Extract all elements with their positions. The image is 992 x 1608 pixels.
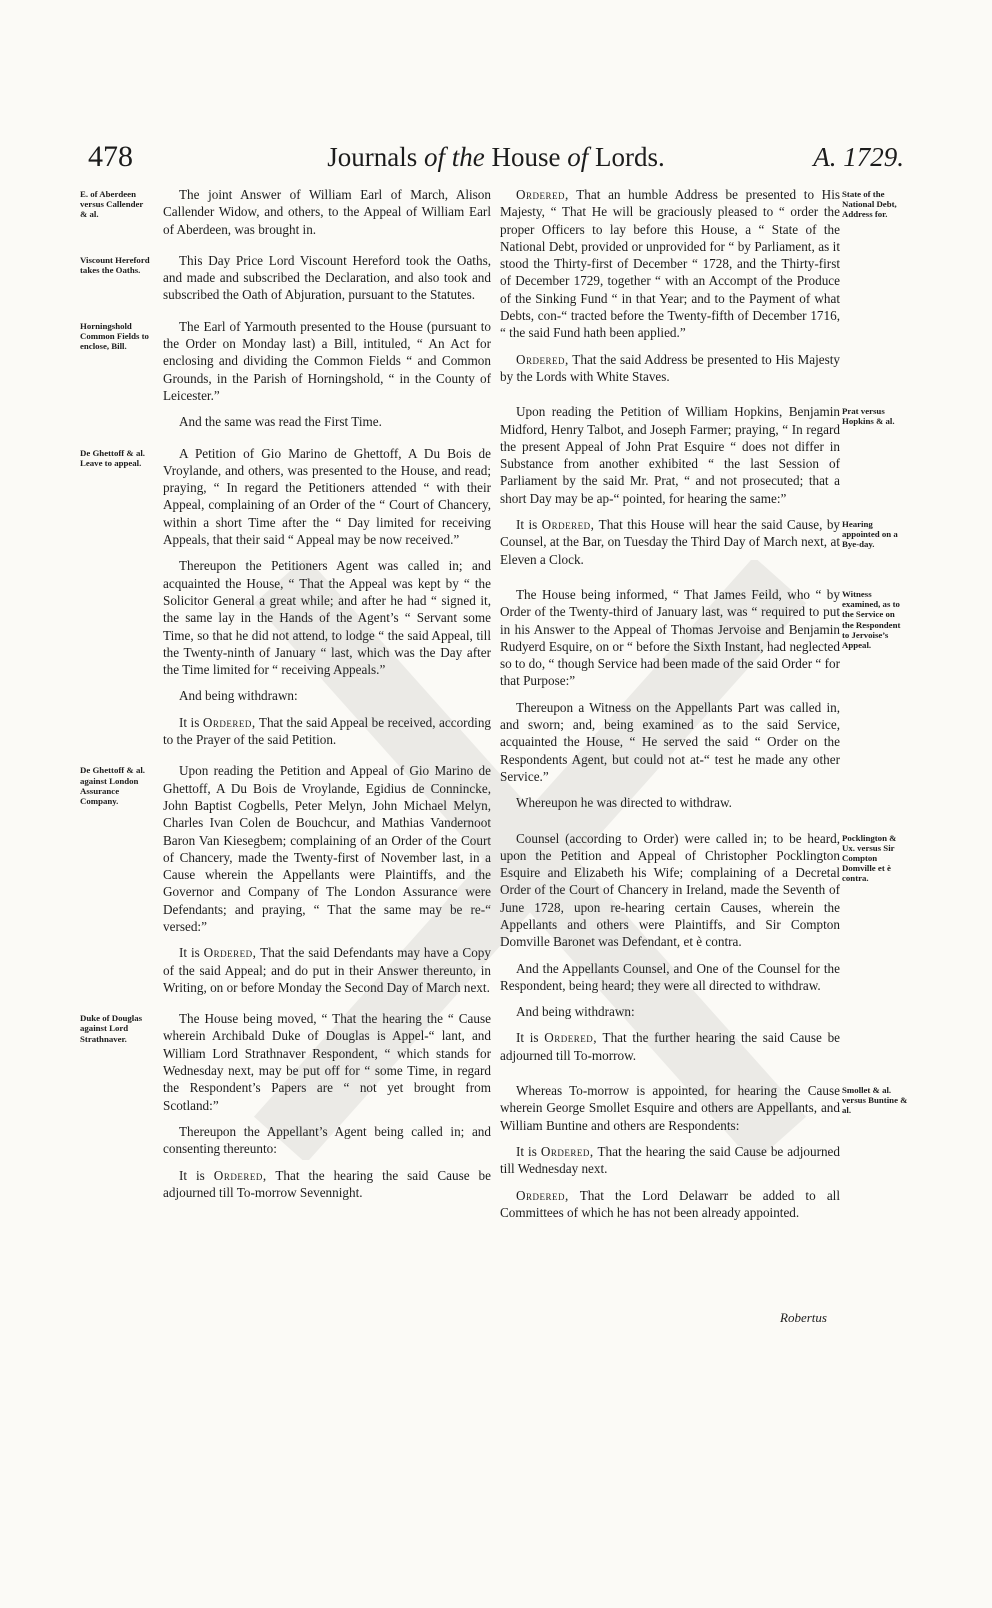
entry-text: And being withdrawn: (179, 688, 298, 704)
order-text: That the said Defendants may have a Copy of the said Appeal; and do put in their Answer thereunto, in Writing, on or before Monday the Second Day of March next. (163, 945, 491, 995)
entry-text: This Day Price Lord Viscount Hereford took the Oaths, and made and subscribed the Declaration, and also took and subscribed the Oath of Abjuration, pursuant to the Statutes. (163, 252, 491, 303)
hearing-appointed (500, 516, 898, 568)
entry-aberdeen (80, 186, 491, 238)
entry-text: Thereupon the Appellant’s Agent being called in; and consenting thereunto: (163, 1123, 491, 1157)
entry-witness-feild (500, 586, 901, 812)
entry-text (500, 186, 840, 342)
entry-text: Thereupon the Petitioners Agent was called in; and acquainted the House, “ That the Appeal was kept by “ the Solicitor General a great while; and after he had “ signed it, the same lay in the Hands of the Agent’s “ Servant some Time, so that he did not attend, to lodge “ the said Appeal, till the Twenty-ninth of January “ last, which was the Day after the Time limited for “ receiving Appeals.” (163, 558, 491, 678)
ordered-word: Ordered, (516, 187, 569, 202)
entry-text: And the same was read the First Time. (179, 414, 382, 430)
entry-text (163, 1167, 491, 1202)
entry-hereford (80, 252, 491, 304)
ordered-word: Ordered, (202, 714, 256, 730)
entry-text: And the Appellants Counsel, and One of the Counsel for the Respondent, being heard; they were all directed to withdraw. (500, 960, 840, 993)
left-column (80, 186, 492, 1210)
entry-text: Counsel (according to Order) were called in; to be heard, upon the Petition and Appeal of Christopher Pocklington Esquire and Elizabeth his Wife; complaining of a Decretal Order of the Court of Chancery in Ireland, made the Seventh of June 1728, upon re-hearing certain Causes, wherein the Appellants and others were Plaintiffs, and Sir Compton Domville Baronet was Defendant, et è contra. (500, 830, 840, 950)
page-header (88, 140, 904, 182)
it-is: It is (516, 1030, 539, 1046)
ordered-word: Ordered, (541, 517, 595, 533)
entry-text (500, 1143, 840, 1178)
page-number: 478 (88, 140, 133, 173)
entry-text (163, 714, 491, 749)
margin-note: Smollet & al. versus Buntine & al. (842, 1085, 908, 1116)
entry-prat-hopkins (500, 403, 898, 568)
entry-pocklington-domville (500, 830, 897, 1065)
entry-text (163, 944, 491, 996)
entry-text: Upon reading the Petition and Appeal of Gio Marino de Ghettoff, A Du Bois de Vroylande, Egidius de Connincke, John Baptist Cogbells, Peter Melyn, John Michael Melyn, Charles Ivan Colen de Bouchcur, and Mathias Vandernoot Baron Van Kiesegbem; complaining of an Order of the Court of Chancery, made the Twenty-first of November last, in a Cause wherein the Appellants were Plaintiffs, and the Governor and Company of The London Assurance were Defendants; and praying, “ That the same may be re-“ versed:” (163, 763, 491, 934)
order-text: That the said Appeal be received, according to the Prayer of the said Petition. (163, 714, 492, 748)
margin-note: Viscount Hereford takes the Oaths. (80, 254, 150, 276)
entry-text: A Petition of Gio Marino de Ghettoff, A Du Bois de Vroylande, and others, was presented to the House, and read; praying, “ In regard the Petitioners attended “ with their Appeal, complaining of an Order of the “ Court of Chancery, within a short Time after the “ Day limited for receiving Appeals, that their said “ Appeal may be now received.” (163, 445, 491, 548)
it-is: It is (179, 714, 200, 730)
order-text: That an humble Address be presented to His Majesty, “ That He will be graciously pleased to “ order the proper Officers to lay before this House, a “ State of the National Debt, provided or unprovided for “ by Parliament, as it stood the Thirty-first of December “ 1728, and the Thirty-first of December 1729, together “ with an Accompt of the Produce of the Sinking Fund “ in that Year; and to the Payment of what Debts, con-“ tracted before the Twenty-fifth of December 1716, “ the said Fund hath been applied.” (500, 187, 841, 341)
order-text: That the Lord Delawarr be added to all Committees of which he has not been already appointed. (500, 1187, 841, 1220)
entry-horningshold (80, 318, 491, 431)
margin-note: Witness examined, as to the Service on the Respondent to Jervoise’s Appeal. (842, 588, 901, 650)
entry-text: Thereupon a Witness on the Appellants Part was called in, and sworn; and, being examined as to the said Service, acquainted the House, “ He served the said “ Order on the Respondents Agent, but could not at-“ test he made any other Service.” (500, 699, 840, 784)
entry-de-ghettoff-london-assurance (80, 762, 491, 996)
order-text: That the further hearing the said Cause be adjourned till To-morrow. (500, 1030, 841, 1063)
entry-text: Upon reading the Petition of William Hopkins, Benjamin Midford, Henry Talbot, and Joseph Farmer; praying, “ In regard the present Appeal of John Prat Esquire “ does not differ in Substance from another exhibited “ the last Session of Parliament by the said Mr. Prat, “ and not prosecuted; that a short Day may be ap-“ pointed, for hearing the same:” (500, 404, 840, 506)
margin-note: Hearing appointed on a Bye-day. (842, 519, 898, 550)
entry-text (500, 516, 840, 568)
entry-smollet-buntine (500, 1082, 908, 1221)
margin-note: Prat versus Hopkins & al. (842, 406, 895, 427)
right-column (500, 186, 908, 1230)
entry-text: And being withdrawn: (516, 1004, 635, 1020)
entry-douglas-strathnaver (80, 1010, 492, 1201)
title-lords: Lords. (595, 142, 665, 172)
it-is: It is (179, 1167, 205, 1183)
entry-text (500, 351, 840, 386)
ordered-word: Ordered, (544, 1030, 598, 1046)
catchword: Robertus (780, 1310, 827, 1325)
title-the: the (451, 142, 485, 172)
page-title (88, 142, 904, 173)
ordered-word: Ordered, (213, 1167, 267, 1183)
entry-text: The Earl of Yarmouth presented to the House (pursuant to the Order on Monday last) a Bill, intituled, “ An Act for enclosing and dividing the Common Fields “ and Common Grounds, in the Parish of Horningshold, “ in the County of Leicester.” (163, 318, 491, 403)
margin-note: Pocklington & Ux. versus Sir Compton Domville et è contra. (842, 832, 897, 884)
margin-note: De Ghettoff & al. Leave to appeal. (80, 447, 145, 468)
entry-text: Whereas To-morrow is appointed, for hearing the Cause wherein George Smollet Esquire and others are Appellants, and William Buntine and others are Respondents: (500, 1083, 840, 1133)
order-text: That the hearing the said Cause be adjourned till Wednesday next. (500, 1143, 841, 1177)
margin-note: Horningshold Common Fields to enclose, Bill. (80, 320, 149, 352)
title-of-2: of (567, 142, 589, 172)
page-year: A. 1729. (813, 142, 904, 172)
margin-note: State of the National Debt, Address for. (842, 189, 897, 220)
ordered-word: Ordered, (516, 351, 569, 367)
it-is: It is (179, 945, 200, 961)
order-text: That the said Address be presented to His Majesty by the Lords with White Staves. (500, 351, 840, 384)
title-journals: Journals (327, 142, 418, 172)
margin-note: E. of Aberdeen versus Callender & al. (80, 189, 144, 220)
order-text: That the hearing the said Cause be adjourned till To-morrow Sevennight. (163, 1167, 492, 1200)
ordered-word: Ordered, (516, 1187, 569, 1203)
entry-text: The House being moved, “ That the hearing the “ Cause wherein Archibald Duke of Douglas is Appel-“ lant, and William Lord Strathnaver Respondent, “ which stands for Wednesday next, may be put off for “ some Time, in regard the Respondent’s Papers are “ not yet brought from Scotland:” (163, 1011, 491, 1113)
it-is: It is (516, 1143, 537, 1159)
entry-text: The House being informed, “ That James Feild, who “ by Order of the Twenty-third of January last, was “ required to put in his Answer to the Appeal of Thomas Jervoise and Benjamin Rudyerd Esquire, on or “ before the Sixth Instant, had neglected so to do, “ though Service had been made of the said Order “ for that Purpose:” (500, 586, 840, 689)
title-of-1: of (423, 142, 445, 172)
it-is: It is (516, 517, 538, 533)
ordered-word: Ordered, (203, 945, 257, 961)
margin-note: De Ghettoff & al. against London Assurance Company. (80, 765, 145, 806)
entry-text: The joint Answer of William Earl of March, Alison Callender Widow, and others, to the Appeal of William Earl of Aberdeen, was brought in. (163, 187, 491, 237)
title-house: House (491, 142, 561, 172)
order-text: That this House will hear the said Cause, by Counsel, at the Bar, on Tuesday the Third Day of March next, at Eleven a Clock. (500, 517, 841, 567)
entry-text (500, 1029, 840, 1064)
entry-text (500, 1187, 840, 1222)
margin-note: Duke of Douglas against Lord Strathnaver. (80, 1013, 143, 1044)
ordered-word: Ordered, (540, 1143, 594, 1159)
entry-text: Whereupon he was directed to withdraw. (516, 795, 732, 811)
entry-national-debt (500, 186, 897, 385)
entry-de-ghettoff-leave (80, 445, 492, 749)
